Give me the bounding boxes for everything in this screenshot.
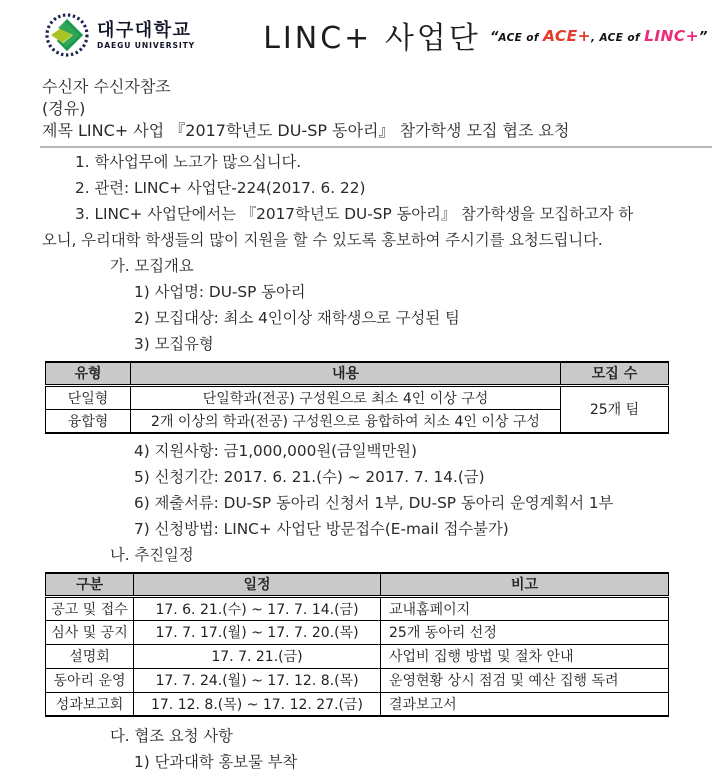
paragraph-1: 1. 학사업무에 노고가 많으십니다. [75, 153, 302, 171]
section-na-heading: 나. 추진일정 [110, 546, 194, 564]
list-item-4: 4) 지원사항: 금1,000,000원(금일백만원) [134, 442, 417, 460]
slogan-open-quote: “ [490, 29, 499, 45]
col-header-category: 구분 [46, 573, 134, 596]
cell-label: 성과보고회 [46, 692, 134, 716]
section-da-heading: 다. 협조 요청 사항 [110, 727, 233, 745]
university-name-en: DAEGU UNIVERSITY [97, 40, 196, 50]
slogan-text-2: , ACE of [591, 31, 645, 44]
header-divider [40, 146, 712, 148]
paragraph-2: 2. 관련: LINC+ 사업단-224(2017. 6. 22) [75, 179, 366, 197]
list-item-5: 5) 신청기간: 2017. 6. 21.(수) ~ 2017. 7. 14.(금) [134, 468, 485, 486]
list-item-6: 6) 제출서류: DU-SP 동아리 신청서 1부, DU-SP 동아리 운영계획서 1부 [134, 494, 614, 512]
list-item-2: 2) 모집대상: 최소 4인이상 재학생으로 구성된 팀 [134, 309, 460, 327]
university-name [97, 21, 195, 50]
cell-schedule: 17. 7. 21.(금) [134, 644, 381, 668]
brand-slogan [490, 26, 706, 45]
col-header-count: 모집 수 [561, 362, 669, 385]
slogan-linc-plus: LINC+ [644, 26, 700, 45]
paragraph-3-continued: 오니, 우리대학 학생들의 많이 지원을 할 수 있도록 홍보하여 주시기를 요청드립니다. [42, 231, 603, 249]
university-logo [44, 12, 254, 58]
subject-line: 제목 LINC+ 사업 『2017학년도 DU-SP 동아리』 참가학생 모집 협조 요청 [42, 121, 570, 140]
list-item-7: 7) 신청방법: LINC+ 사업단 방문접수(E-mail 접수불가) [134, 520, 509, 538]
cell-schedule: 17. 7. 24.(월) ~ 17. 12. 8.(목) [134, 668, 381, 692]
cell-note: 사업비 집행 방법 및 절차 안내 [381, 644, 669, 668]
recruit-type-table [45, 361, 669, 434]
cell-label: 심사 및 공지 [46, 620, 134, 644]
list-item-1: 1) 사업명: DU-SP 동아리 [134, 283, 306, 301]
col-header-type: 유형 [46, 362, 131, 385]
cell-schedule: 17. 6. 21.(수) ~ 17. 7. 14.(금) [134, 596, 381, 620]
table-row [46, 620, 669, 644]
document-meta [42, 76, 712, 142]
cell-content-1: 단일학과(전공) 구성원으로 최소 4인 이상 구성 [131, 385, 561, 409]
cell-schedule: 17. 7. 17.(월) ~ 17. 7. 20.(목) [134, 620, 381, 644]
cell-note: 25개 동아리 선정 [381, 620, 669, 644]
col-header-schedule: 일정 [134, 573, 381, 596]
cell-label: 설명회 [46, 644, 134, 668]
cell-type-2: 융합형 [46, 409, 131, 433]
university-name-kr: 대구대학교 [97, 19, 192, 41]
recipient-line: 수신자 수신자참조 [42, 77, 171, 96]
table-header-row [46, 573, 669, 596]
cell-content-2: 2개 이상의 학과(전공) 구성원으로 융합하여 치소 4인 이상 구성 [131, 409, 561, 433]
cell-note: 교내홈페이지 [381, 596, 669, 620]
letterhead [0, 0, 712, 60]
schedule-table [45, 572, 669, 717]
table-row [46, 668, 669, 692]
list-item-3: 3) 모집유형 [134, 335, 214, 353]
via-line: (경유) [42, 99, 86, 118]
cell-schedule: 17. 12. 8.(목) ~ 17. 12. 27.(금) [134, 692, 381, 716]
section-ga-heading: 가. 모집개요 [110, 257, 194, 275]
table-row [46, 644, 669, 668]
table-row [46, 385, 669, 409]
cell-label: 공고 및 접수 [46, 596, 134, 620]
col-header-content: 내용 [131, 362, 561, 385]
table-row [46, 596, 669, 620]
list-item-da-1: 1) 단과대학 홍보물 부착 [134, 753, 298, 771]
department-title: LINC+ 사업단 [263, 21, 481, 56]
university-seal-icon [44, 12, 90, 58]
col-header-note: 비고 [381, 573, 669, 596]
cell-note: 결과보고서 [381, 692, 669, 716]
cell-count-merged: 25개 팀 [561, 385, 669, 433]
slogan-ace-plus: ACE+ [542, 26, 592, 45]
table-header-row [46, 362, 669, 385]
cell-note: 운영현황 상시 점검 및 예산 집행 독려 [381, 668, 669, 692]
cell-type-1: 단일형 [46, 385, 131, 409]
slogan-close-quote: ” [699, 29, 708, 45]
paragraph-3: 3. LINC+ 사업단에서는 『2017학년도 DU-SP 동아리』 참가학생을 모집하고자 하 [75, 205, 634, 223]
cell-label: 동아리 운영 [46, 668, 134, 692]
slogan-text-1: ACE of [498, 31, 543, 44]
table-row [46, 692, 669, 716]
